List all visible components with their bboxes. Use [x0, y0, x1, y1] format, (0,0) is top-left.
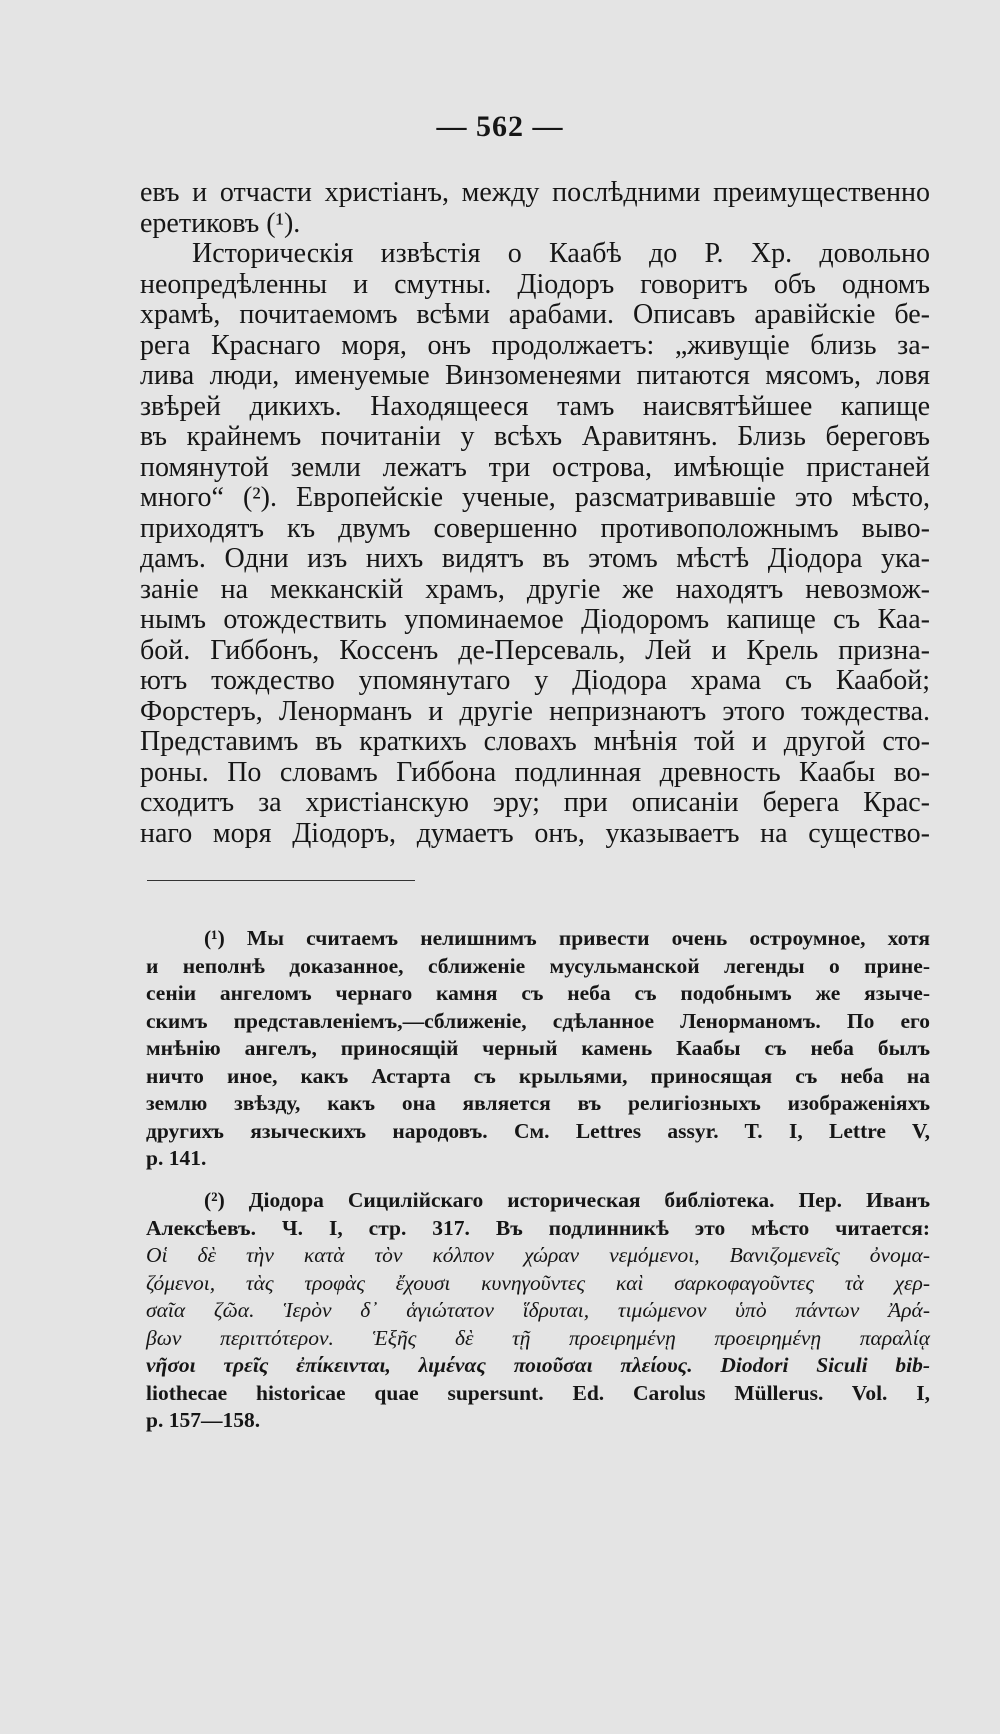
body-line: дамъ. Одни изъ нихъ видятъ въ этомъ мѣстѣ Діодора ука-: [140, 543, 930, 574]
body-text: [140, 178, 930, 849]
footnote-line: ничто иное, какъ Астарта съ крыльями, приносящая съ неба на: [146, 1063, 930, 1088]
body-line: храмѣ, почитаемомъ всѣми арабами. Описавъ аравійскіе бе-: [140, 299, 930, 330]
footnote-line: (¹) Мы считаемъ нелишнимъ привести очень остроумное, хотя: [204, 926, 930, 950]
footnote-line: p. 157—158.: [146, 1408, 261, 1432]
body-line: лива люди, именуемые Винзоменеями питаются мясомъ, ловя: [140, 360, 930, 391]
footnote-line: (²) Діодора Сицилійскаго историческая библіотека. Пер. Иванъ: [204, 1188, 930, 1212]
footnote-line-greek: ζόμενοι, τὰς τροφὰς ἔχουσι κυνηγοῦντες καὶ σαρκοφαγοῦντες τὰ χερ-: [146, 1270, 930, 1295]
body-line: въ крайнемъ почитаніи у всѣхъ Аравитянъ. Близь береговъ: [140, 421, 930, 452]
body-line: евъ и отчасти христіанъ, между послѣдними преимущественно: [140, 177, 930, 208]
body-line: заніе на мекканскій храмъ, другіе же находятъ невозмож-: [140, 573, 930, 605]
body-line: ютъ тождество упомянутаго у Діодора храма съ Каабой;: [140, 665, 930, 696]
body-line: Представимъ въ краткихъ словахъ мнѣнія той и другой сто-: [140, 726, 930, 757]
page-number: — 562 —: [436, 110, 564, 143]
footnote-line: землю звѣзду, какъ она является въ религіозныхъ изображеніяхъ: [146, 1091, 930, 1115]
footnote-line: сеніи ангеломъ чернаго камня съ неба съ подобнымъ же языче-: [146, 981, 930, 1005]
footnote-2: [146, 1187, 930, 1435]
body-line: сходитъ за христіанскую эру; при описаніи берега Крас-: [140, 787, 930, 818]
body-line: бой. Гиббонъ, Коссенъ де-Персеваль, Лей и Крель призна-: [140, 634, 930, 666]
body-line: неопредѣленны и смутны. Діодоръ говоритъ объ одномъ: [140, 268, 930, 300]
footnote-line: другихъ языческихъ народовъ. См. Lettres assyr. T. I, Lettre V,: [146, 1118, 930, 1143]
footnote-line: и неполнѣ доказанное, сближеніе мусульманской легенды о прине-: [146, 953, 930, 978]
footnote-1: [146, 925, 930, 1173]
body-line: нымъ отождествить упоминаемое Діодоромъ капище съ Каа-: [140, 604, 930, 635]
body-line: помянутой земли лежатъ три острова, имѣющіе пристаней: [140, 451, 930, 483]
body-line: еретиковъ (¹).: [140, 207, 301, 239]
footnote-line: скимъ представленіемъ,—сближеніе, сдѣланное Ленорманомъ. По его: [146, 1008, 930, 1033]
footnote-line: мнѣнію ангелъ, приносящій черный камень Каабы съ неба былъ: [146, 1036, 930, 1060]
body-line: Историческія извѣстія о Каабѣ до Р. Хр. довольно: [192, 238, 930, 269]
footnote-divider: [147, 880, 415, 881]
footnote-line-greek: νῆσοι τρεῖς ἐπίκεινται, λιμένας ποιοῦσαι πλείους. Diodori Siculi bib-: [146, 1353, 930, 1377]
body-line: Форстеръ, Ленорманъ и другіе непризнаютъ этого тождества.: [140, 695, 930, 727]
body-line: наго моря Діодоръ, думаетъ онъ, указываетъ на существо-: [140, 817, 930, 849]
footnote-line: liothecae historicae quae supersunt. Ed. Carolus Müllerus. Vol. I,: [146, 1380, 930, 1405]
footnote-line-greek: Οἱ δὲ τὴν κατὰ τὸν κόλπον χώραν νεμόμενοι, Βανιζομενεῖς ὀνομα-: [146, 1243, 930, 1267]
body-line: роны. По словамъ Гиббона подлинная древность Каабы во-: [140, 756, 930, 788]
body-line: рега Краснаго моря, онъ продолжаетъ: „живущіе близь за-: [140, 329, 930, 361]
footnote-line-greek: σαῖα ζῶα. Ἱερὸν δ᾽ ἁγιώτατον ἵδρυται, τιμώμενον ὑπὸ πάντων Ἀρά-: [146, 1298, 930, 1322]
footnote-line-greek: βων περιττότερον. Ἑξῆς δὲ τῇ προειρημένῃ προειρημένῃ παραλίᾳ: [146, 1325, 930, 1350]
footnote-line: p. 141.: [146, 1146, 207, 1170]
body-line: звѣрей дикихъ. Находящееся тамъ наисвятѣйшее капище: [140, 390, 930, 422]
body-line: много“ (²). Европейскіе ученые, разсматривавшіе это мѣсто,: [140, 482, 930, 513]
body-line: приходятъ къ двумъ совершенно противоположнымъ выво-: [140, 512, 930, 544]
footnote-line: Алексѣевъ. Ч. I, стр. 317. Въ подлинникѣ это мѣсто читается:: [146, 1215, 930, 1240]
